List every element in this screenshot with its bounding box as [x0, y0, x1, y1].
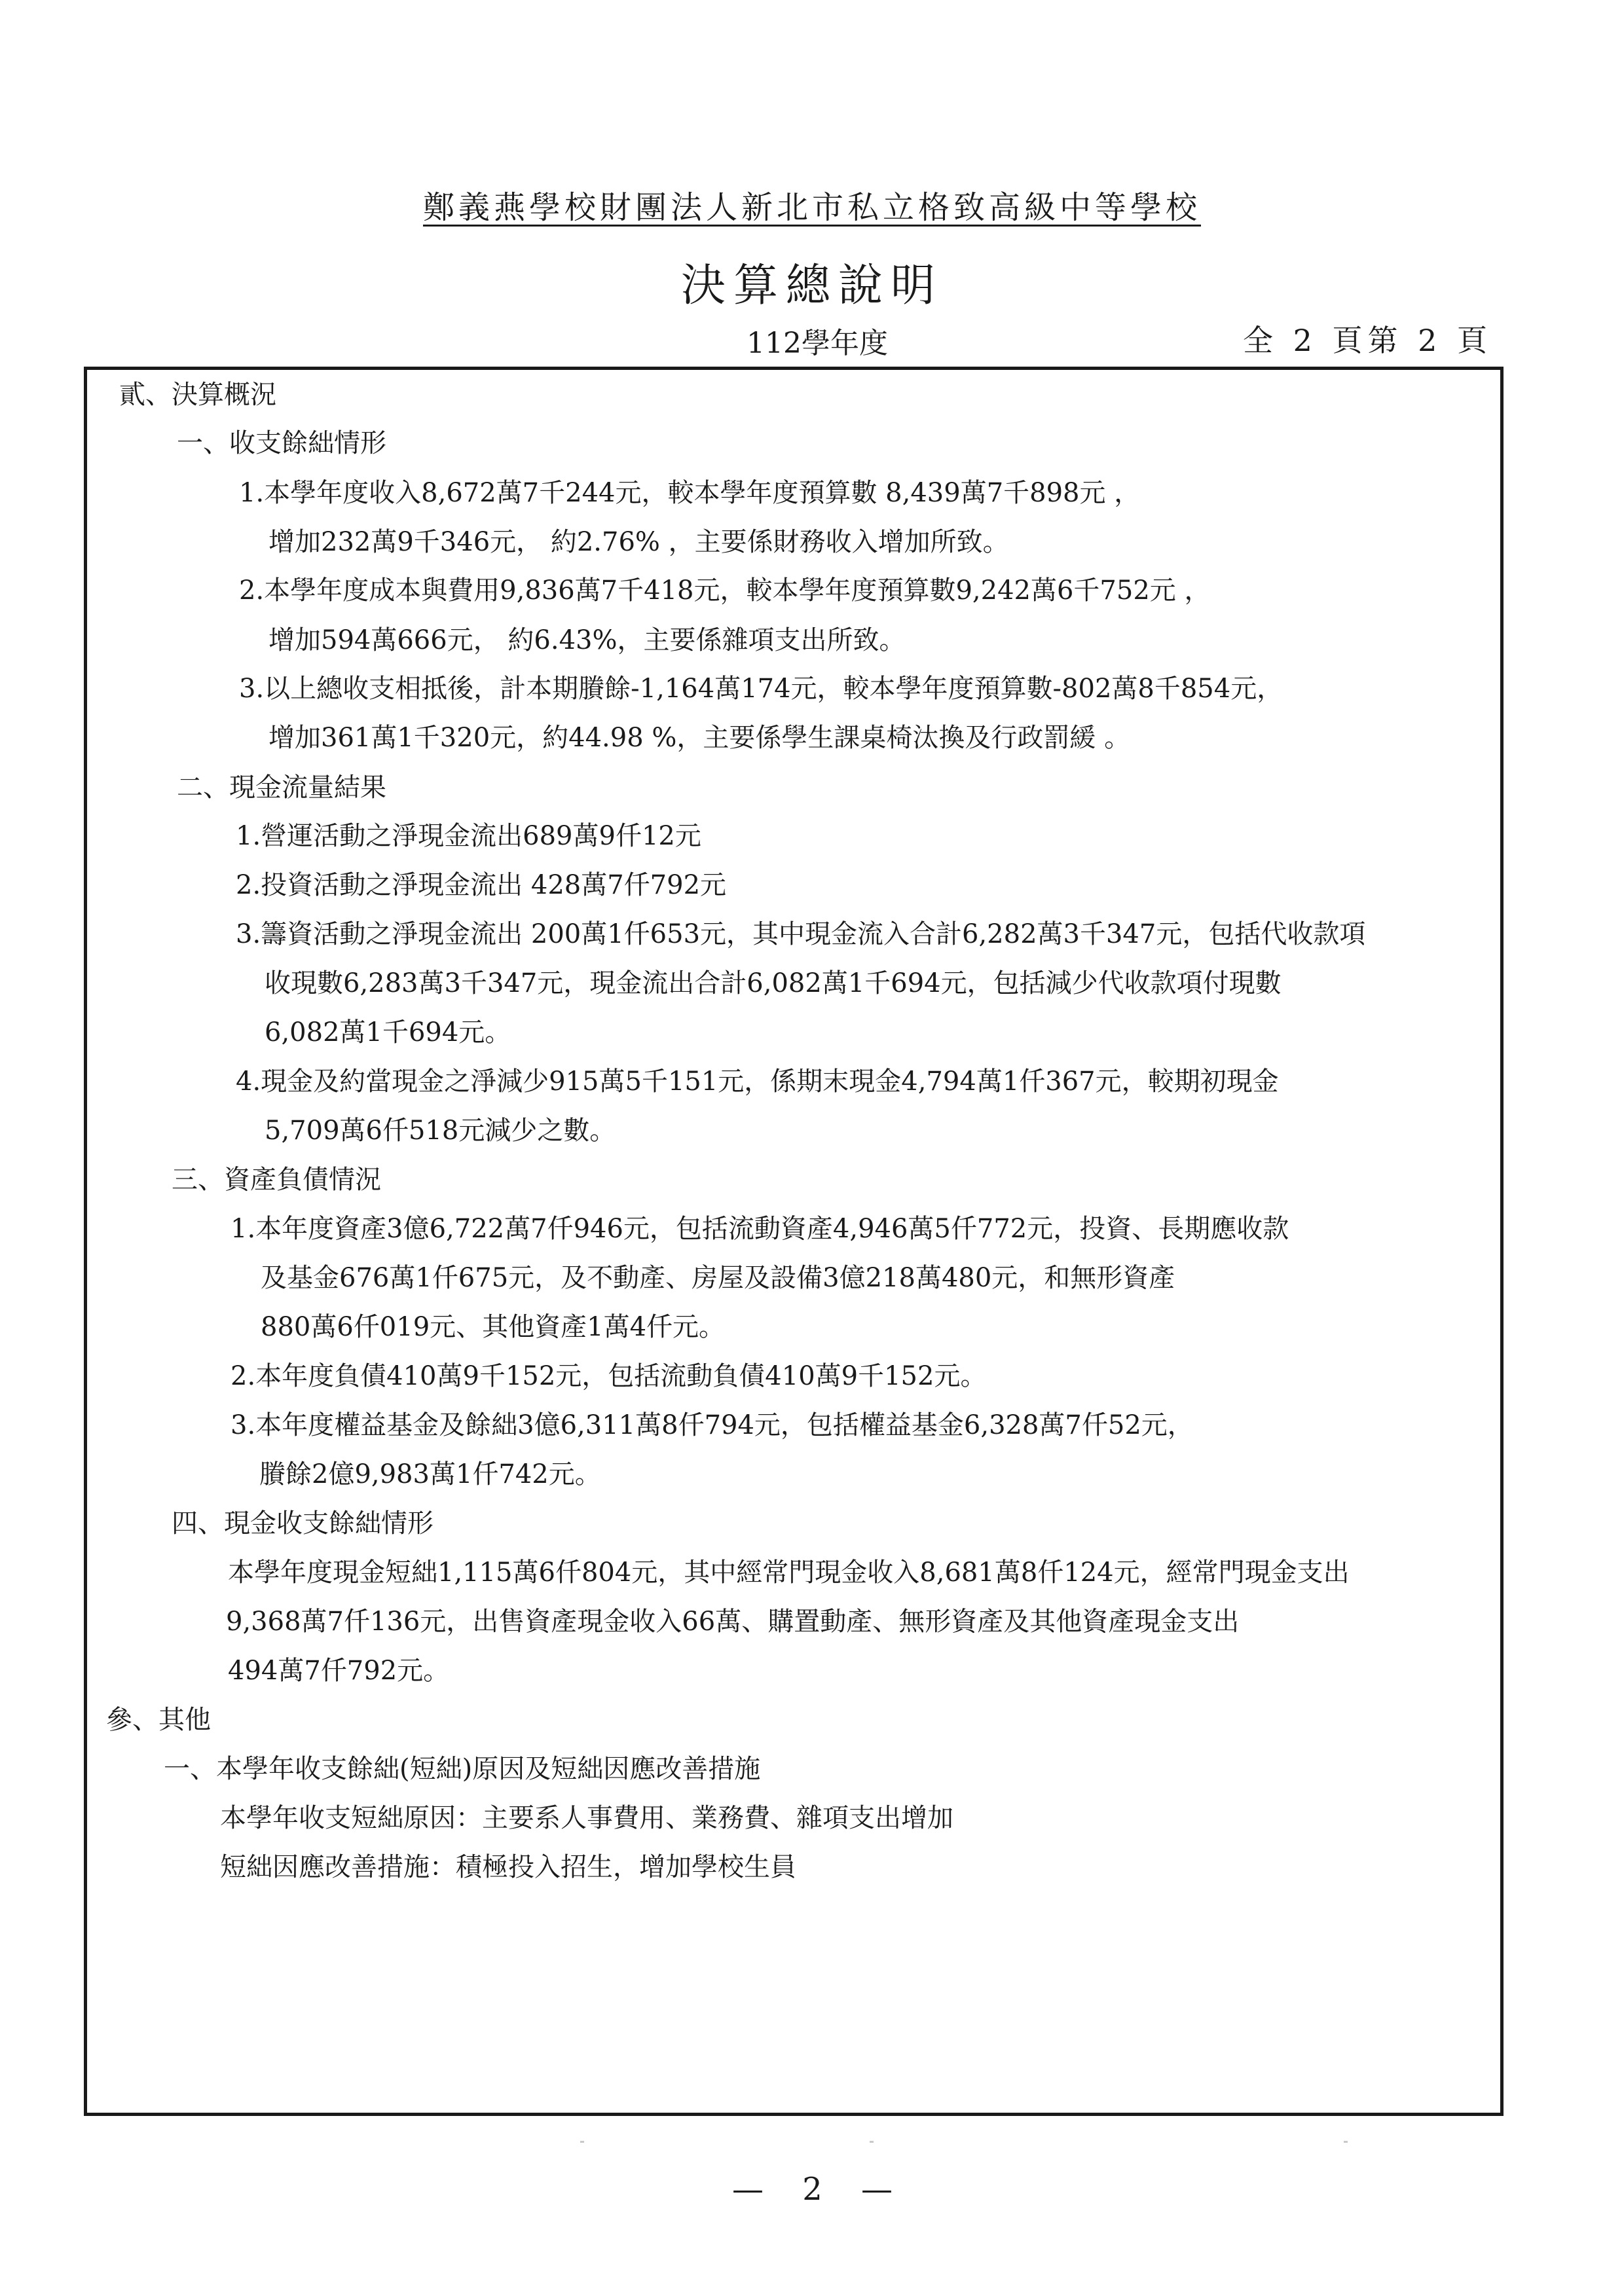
page-info: 全 2 頁第 2 頁 — [1243, 323, 1493, 358]
paragraph-line: 2.本年度負債410萬9千152元，包括流動負債410萬9千152元。 — [231, 1361, 987, 1391]
paragraph-line: 880萬6仟019元、其他資產1萬4仟元。 — [261, 1312, 726, 1342]
subsection-heading: 四、現金收支餘絀情形 — [172, 1508, 434, 1539]
subsection-heading: 二、現金流量結果 — [177, 773, 386, 803]
fiscal-year: 112學年度 — [747, 327, 888, 360]
paragraph-line: 3.以上總收支相抵後，計本期賸餘-1,164萬174元，較本學年度預算數-802萬8千854元， — [239, 674, 1283, 704]
paragraph-line: 增加232萬9千346元， 約2.76% ，主要係財務收入增加所致。 — [268, 527, 1009, 557]
document-title: 決算總說明 — [680, 260, 943, 312]
paragraph-line: 4.現金及約當現金之淨減少915萬5千151元，係期末現金4,794萬1仟367元，較期初現金 — [236, 1066, 1279, 1097]
section-heading-2: 貳、決算概況 — [119, 380, 276, 410]
subsection-heading: 三、資產負債情況 — [172, 1165, 381, 1195]
paragraph-line: 本學年收支短絀原因：主要系人事費用、業務費、雜項支出增加 — [220, 1803, 953, 1833]
paragraph-line: 賸餘2億9,983萬1仟742元。 — [259, 1459, 601, 1489]
paragraph-line: 短絀因應改善措施：積極投入招生，增加學校生員 — [220, 1852, 796, 1882]
paragraph-line: 本學年度現金短絀1,115萬6仟804元，其中經常門現金收入8,681萬8仟124元，經常門現金支出 — [228, 1558, 1350, 1588]
subsection-heading: 一、本學年收支餘絀(短絀)原因及短絀因應改善措施 — [164, 1754, 761, 1784]
paragraph-line: 3.籌資活動之淨現金流出 200萬1仟653元，其中現金流入合計6,282萬3千347元，包括代收款項 — [236, 919, 1366, 949]
paragraph-line: 2.投資活動之淨現金流出 428萬7仟792元 — [236, 870, 727, 900]
paragraph-line: 9,368萬7仟136元，出售資產現金收入66萬、購置動產、無形資產及其他資產現金支出 — [226, 1607, 1240, 1637]
paragraph-line: 6,082萬1千694元。 — [265, 1017, 511, 1048]
paragraph-line: 增加594萬666元， 約6.43%，主要係雜項支出所致。 — [268, 625, 906, 655]
paragraph-line: 1.營運活動之淨現金流出689萬9仟12元 — [236, 821, 701, 851]
scan-mark — [580, 2141, 584, 2143]
scan-mark — [870, 2141, 874, 2143]
section-heading-3: 參、其他 — [106, 1705, 211, 1735]
paragraph-line: 2.本學年度成本與費用9,836萬7千418元，較本學年度預算數9,242萬6千752元 ， — [239, 575, 1211, 606]
paragraph-line: 收現數6,283萬3千347元，現金流出合計6,082萬1千694元，包括減少代收款項付現數 — [265, 968, 1282, 998]
paragraph-line: 494萬7仟792元。 — [228, 1656, 450, 1686]
paragraph-line: 5,709萬6仟518元減少之數。 — [265, 1116, 616, 1146]
subsection-heading: 一、收支餘絀情形 — [177, 428, 386, 458]
scan-mark — [1344, 2141, 1348, 2143]
organization-name: 鄭義燕學校財團法人新北市私立格致高級中等學校 — [422, 189, 1201, 226]
page-number: — 2 — — [732, 2171, 908, 2208]
paragraph-line: 增加361萬1千320元，約44.98 %，主要係學生課桌椅汰換及行政罰緩 。 — [268, 723, 1131, 753]
paragraph-line: 1.本年度資產3億6,722萬7仟946元，包括流動資產4,946萬5仟772元，投資、長期應收款 — [231, 1214, 1289, 1244]
paragraph-line: 1.本學年度收入8,672萬7千244元，較本學年度預算數 8,439萬7千898元 ， — [239, 478, 1141, 508]
paragraph-line: 及基金676萬1仟675元，及不動產、房屋及設備3億218萬480元，和無形資產 — [261, 1263, 1175, 1293]
paragraph-line: 3.本年度權益基金及餘絀3億6,311萬8仟794元，包括權益基金6,328萬7仟52元， — [231, 1410, 1194, 1440]
